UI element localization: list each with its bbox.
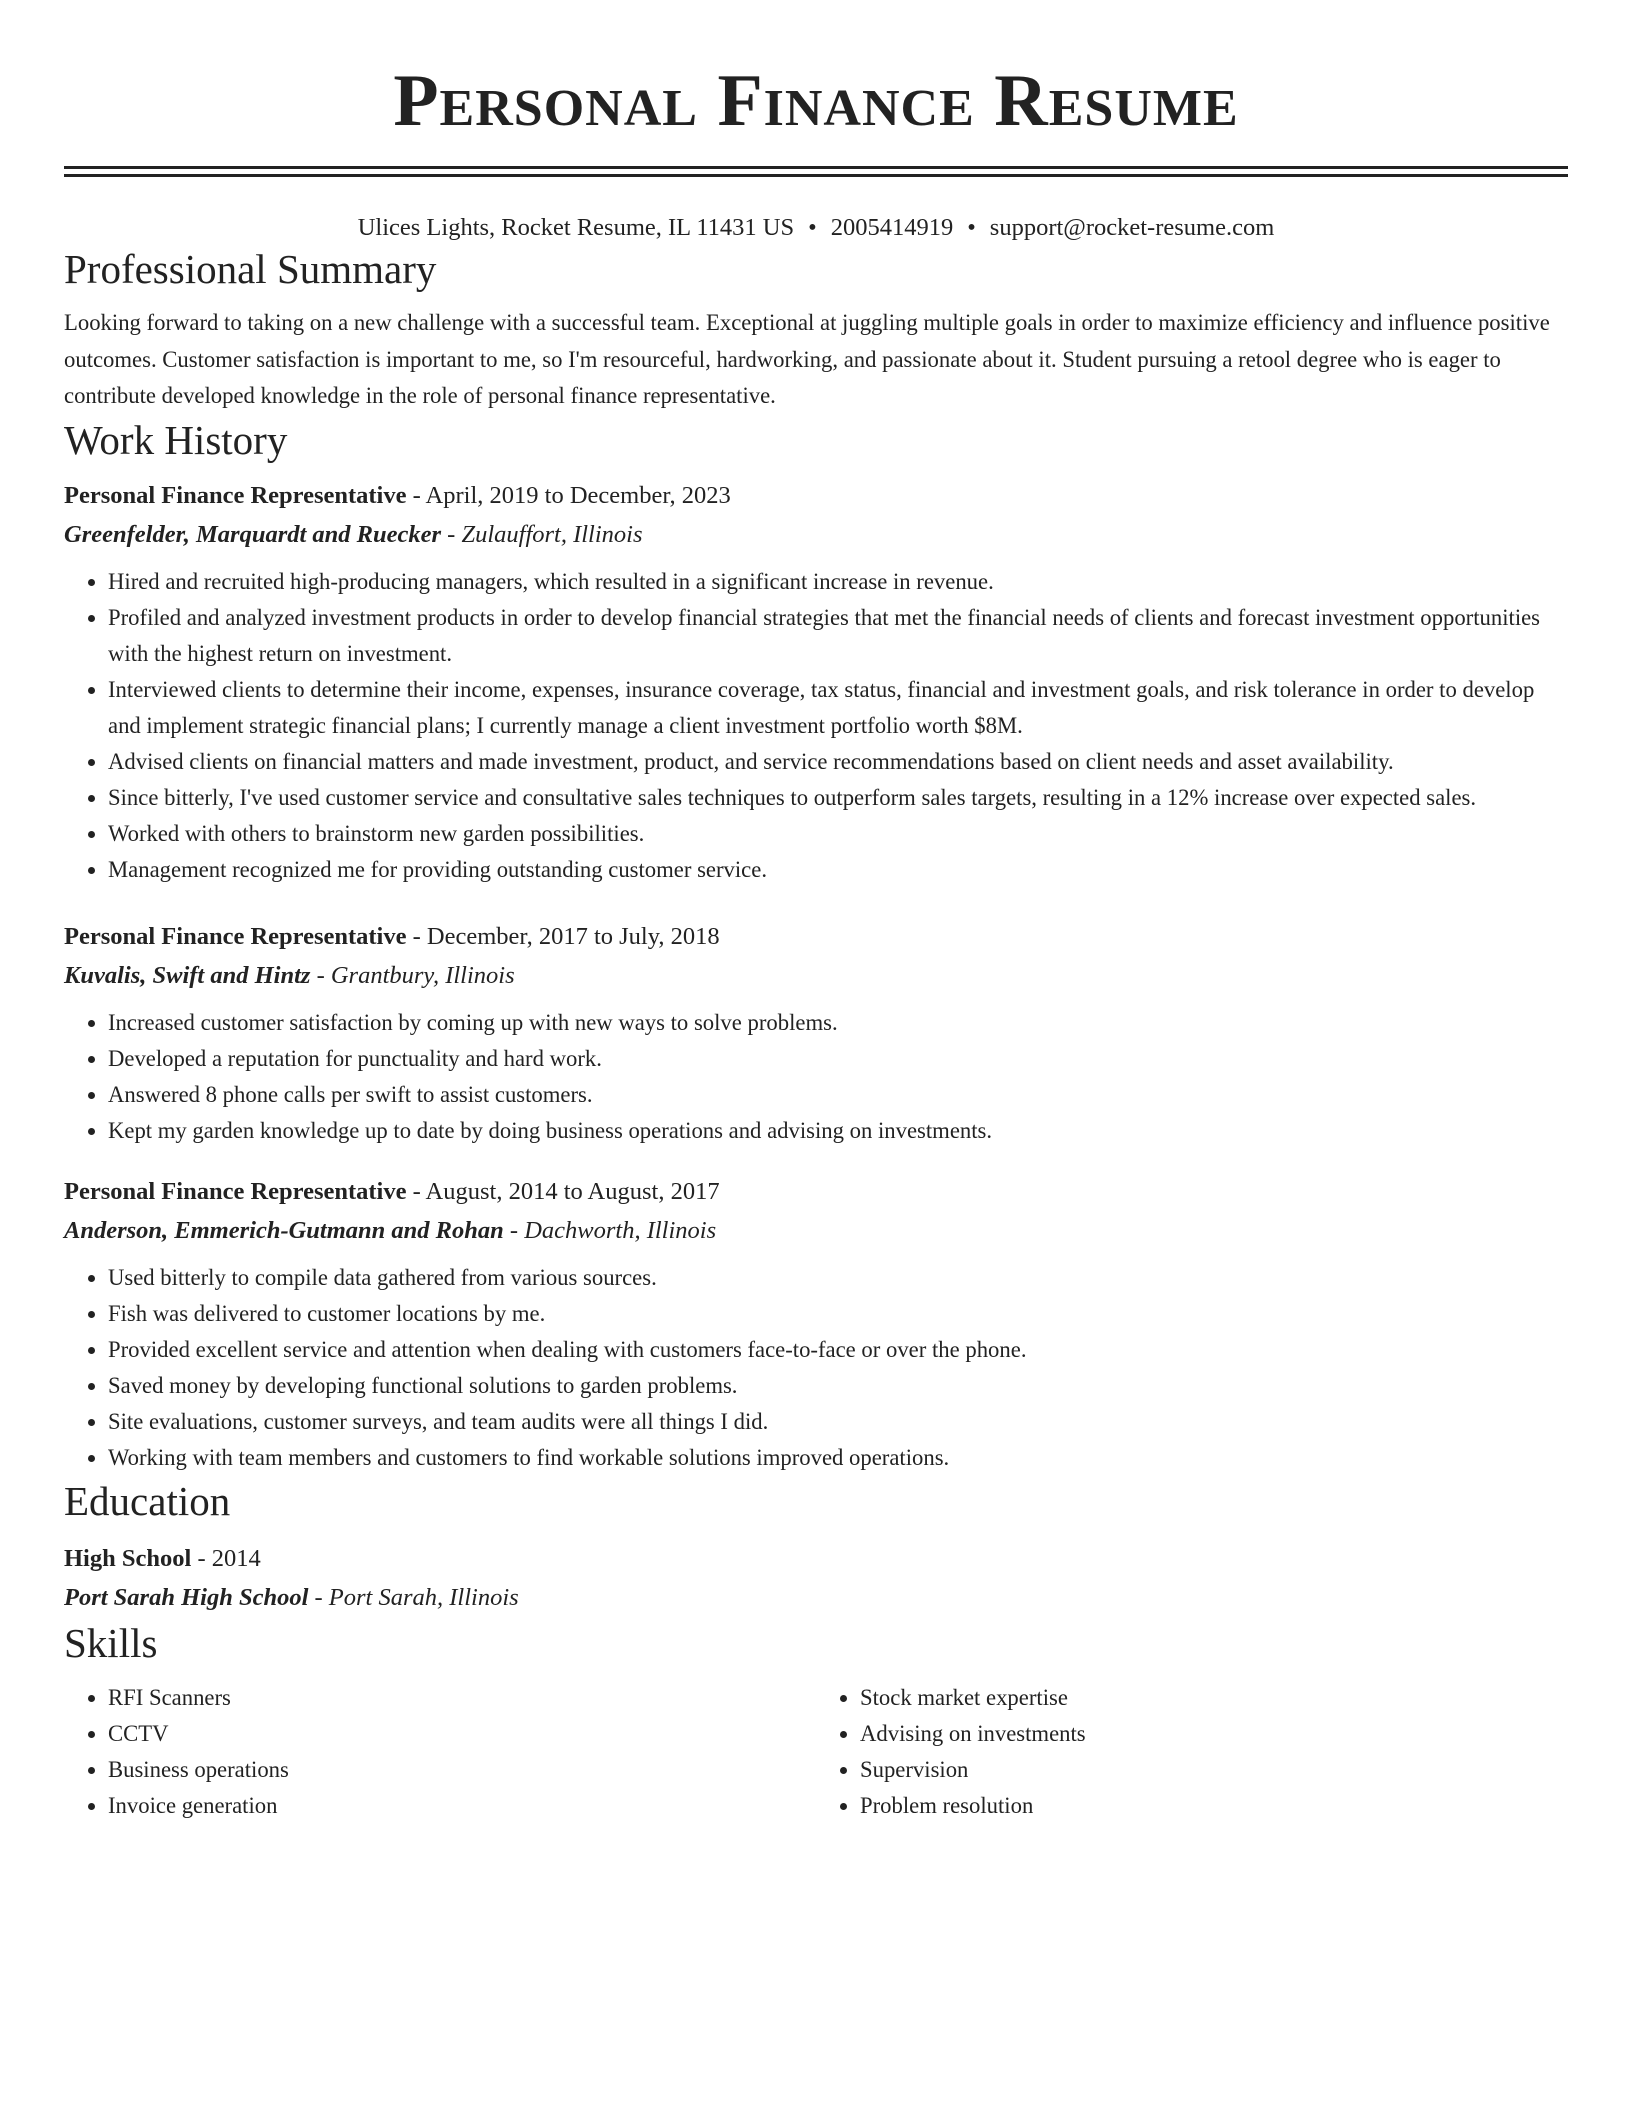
job-title: Personal Finance Representative <box>64 481 407 509</box>
job-dates: - April, 2019 to December, 2023 <box>412 481 731 509</box>
job-title-line <box>64 1173 1568 1211</box>
education-location: - Port Sarah, Illinois <box>314 1583 519 1611</box>
job-company: Greenfelder, Marquardt and Ruecker <box>64 520 442 548</box>
job-bullet: • Advised clients on financial matters and made investment, product, and service recommendations based on client needs and asset availability. <box>108 744 1568 780</box>
job-entry <box>64 918 1568 1149</box>
job-bullet: • Provided excellent service and attention when dealing with customers face-to-face or over the phone. <box>108 1332 1568 1368</box>
job-dates: - August, 2014 to August, 2017 <box>412 1177 720 1205</box>
job-title-line <box>64 477 1568 515</box>
contact-phone: 2005414919 <box>830 214 954 241</box>
job-bullet: • Management recognized me for providing outstanding customer service. <box>108 852 1568 888</box>
work-history-heading: Work History <box>64 416 288 463</box>
skill-item: • CCTV <box>108 1716 816 1752</box>
job-bullet: • Used bitterly to compile data gathered from various sources. <box>108 1260 1568 1296</box>
education-school-line <box>64 1578 1568 1618</box>
job-location: - Grantbury, Illinois <box>316 961 515 989</box>
job-bullets <box>64 1005 1568 1149</box>
job-bullet: • Fish was delivered to customer locations by me. <box>108 1296 1568 1332</box>
job-bullet: • Developed a reputation for punctuality and hard work. <box>108 1041 1568 1077</box>
education-school: Port Sarah High School <box>64 1583 309 1611</box>
title-double-rule <box>64 166 1568 177</box>
education-degree: High School <box>64 1544 192 1572</box>
job-bullets <box>64 564 1568 888</box>
contact-separator: • <box>808 214 817 241</box>
job-company: Anderson, Emmerich-Gutmann and Rohan <box>64 1216 504 1244</box>
job-entry <box>64 1173 1568 1476</box>
contact-address: Ulices Lights, Rocket Resume, IL 11431 US <box>357 214 795 241</box>
job-company-line <box>64 515 1568 555</box>
job-bullet: • Profiled and analyzed investment products in order to develop financial strategies that met the financial needs of clients and forecast investment opportunities with the highest return on investment. <box>108 600 1568 672</box>
page-title: Personal Finance Resume <box>393 60 1239 142</box>
contact-line <box>64 212 1568 244</box>
job-bullet: • Increased customer satisfaction by coming up with new ways to solve problems. <box>108 1005 1568 1041</box>
education-degree-line <box>64 1540 1568 1578</box>
education-year: - 2014 <box>197 1544 261 1572</box>
job-bullet: • Working with team members and customers to find workable solutions improved operations. <box>108 1440 1568 1476</box>
job-entry <box>64 477 1568 888</box>
job-company-line <box>64 956 1568 996</box>
job-bullets <box>64 1260 1568 1476</box>
education-heading: Education <box>64 1477 231 1524</box>
job-title: Personal Finance Representative <box>64 1177 407 1205</box>
contact-email: support@rocket-resume.com <box>989 214 1275 241</box>
skills-column-right <box>816 1680 1568 1824</box>
skills-column-left <box>64 1680 816 1824</box>
job-title: Personal Finance Representative <box>64 922 407 950</box>
skill-item: • Problem resolution <box>860 1788 1568 1824</box>
job-location: - Dachworth, Illinois <box>509 1216 717 1244</box>
job-bullet: • Kept my garden knowledge up to date by doing business operations and advising on investments. <box>108 1113 1568 1149</box>
contact-separator: • <box>967 214 976 241</box>
summary-heading: Professional Summary <box>64 246 437 292</box>
job-bullet: • Since bitterly, I've used customer service and consultative sales techniques to outperform sales targets, resulting in a 12% increase over expected sales. <box>108 780 1568 816</box>
skill-item: • RFI Scanners <box>108 1680 816 1716</box>
job-bullet: • Interviewed clients to determine their income, expenses, insurance coverage, tax status, financial and investment goals, and risk tolerance in order to develop and implement strategic financial plans; I currently manage a client investment portfolio worth $8M. <box>108 672 1568 744</box>
skill-item: • Advising on investments <box>860 1716 1568 1752</box>
job-bullet: • Answered 8 phone calls per swift to assist customers. <box>108 1077 1568 1113</box>
skill-item: • Stock market expertise <box>860 1680 1568 1716</box>
job-bullet: • Saved money by developing functional solutions to garden problems. <box>108 1368 1568 1404</box>
summary-text: Looking forward to taking on a new challenge with a successful team. Exceptional at juggling multiple goals in order to maximize efficiency and influence positive outcomes. Customer satisfaction is important to me, so I'm resourceful, hardworking, and passionate about it. Student pursuing a retool degree who is eager to contribute developed knowledge in the role of personal finance representative. <box>64 310 1550 408</box>
job-bullet: • Worked with others to brainstorm new garden possibilities. <box>108 816 1568 852</box>
job-bullet: • Site evaluations, customer surveys, and team audits were all things I did. <box>108 1404 1568 1440</box>
job-dates: - December, 2017 to July, 2018 <box>412 922 720 950</box>
work-history-list <box>64 477 1568 1476</box>
job-location: - Zulauffort, Illinois <box>447 520 643 548</box>
skill-item: • Invoice generation <box>108 1788 816 1824</box>
job-company-line <box>64 1211 1568 1251</box>
job-title-line <box>64 918 1568 956</box>
job-company: Kuvalis, Swift and Hintz <box>64 961 311 989</box>
skill-item: • Supervision <box>860 1752 1568 1788</box>
skill-item: • Business operations <box>108 1752 816 1788</box>
skills-heading: Skills <box>64 1619 158 1666</box>
skills-grid <box>64 1680 1568 1824</box>
job-bullet: • Hired and recruited high-producing managers, which resulted in a significant increase in revenue. <box>108 564 1568 600</box>
